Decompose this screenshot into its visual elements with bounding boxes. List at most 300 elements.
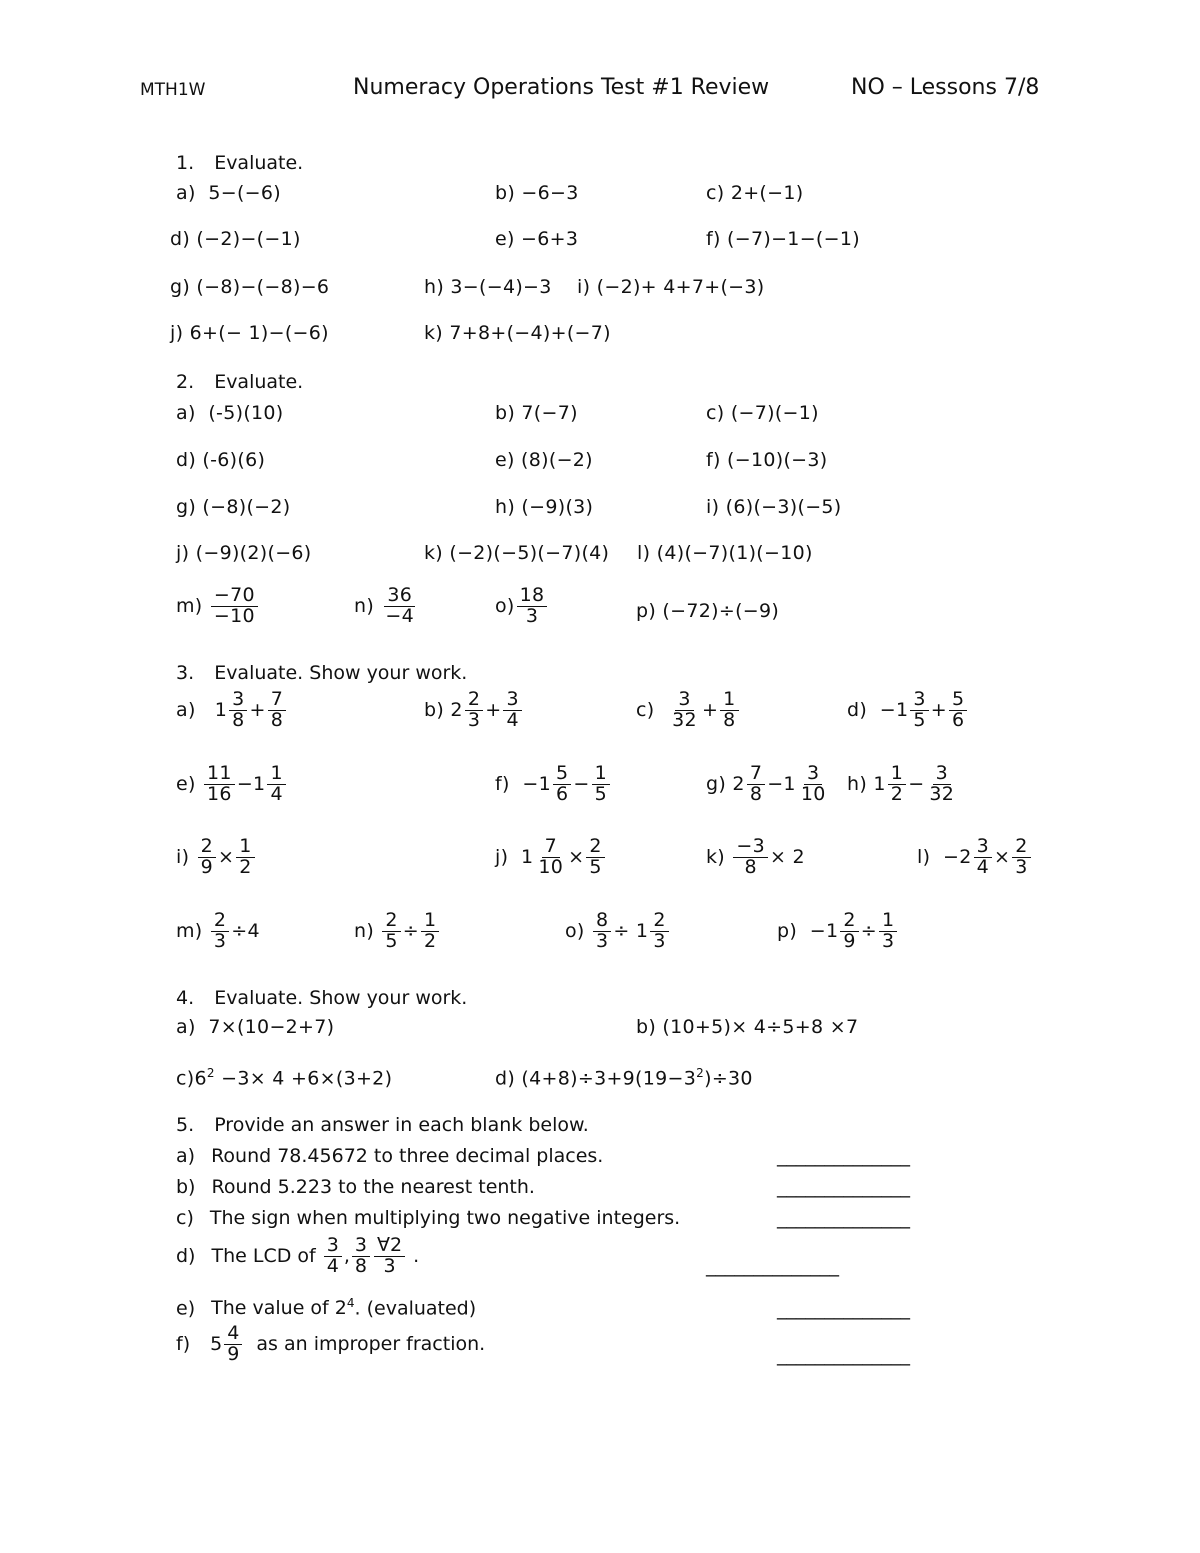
numerator: 2 bbox=[382, 911, 400, 932]
item-label: k) bbox=[706, 845, 726, 868]
fraction bbox=[421, 911, 439, 952]
item-expression: 7×(10−2+7) bbox=[208, 1016, 335, 1038]
item-label: g) bbox=[176, 496, 197, 518]
fraction bbox=[592, 764, 610, 805]
numerator: 3 bbox=[675, 690, 693, 711]
denominator: 5 bbox=[594, 782, 608, 805]
q3-number: 3. bbox=[176, 662, 195, 684]
item-label: m) bbox=[176, 919, 203, 942]
numerator: 1 bbox=[236, 837, 254, 858]
numerator: 36 bbox=[384, 586, 415, 607]
denominator: 4 bbox=[270, 782, 283, 805]
operator: ÷4 bbox=[231, 919, 260, 942]
item-label: n) bbox=[354, 594, 375, 617]
q5-item-d bbox=[176, 1236, 419, 1277]
q4-instruction: Evaluate. Show your work. bbox=[214, 987, 468, 1009]
q1-item-j bbox=[170, 322, 329, 344]
numerator: 1 bbox=[592, 764, 610, 785]
item-expression-end: )÷30 bbox=[704, 1067, 753, 1090]
fraction bbox=[888, 764, 906, 805]
item-expression: (−8)(−2) bbox=[202, 496, 291, 518]
item-expression: (8)(−2) bbox=[521, 449, 593, 471]
operator: − bbox=[908, 772, 925, 795]
denominator: 10 bbox=[538, 855, 564, 878]
q5-heading bbox=[176, 1114, 589, 1136]
operator: ÷ 1 bbox=[613, 919, 649, 942]
fraction bbox=[553, 764, 571, 805]
item-label: j) bbox=[495, 845, 509, 868]
answer-blank-e[interactable]: ______________ bbox=[777, 1298, 910, 1320]
q2-item-p bbox=[636, 600, 779, 622]
answer-blank-f[interactable]: ______________ bbox=[777, 1344, 910, 1366]
denominator: 3 bbox=[467, 708, 481, 731]
q3-item-m bbox=[176, 911, 260, 952]
fraction bbox=[669, 690, 700, 731]
operator: × bbox=[993, 845, 1011, 868]
operator: + bbox=[249, 698, 266, 721]
q3-item-d bbox=[847, 690, 969, 731]
item-label: c) bbox=[176, 1207, 194, 1229]
item-label: n) bbox=[354, 919, 375, 942]
item-expression: (-5)(10) bbox=[208, 402, 284, 424]
item-label: d) bbox=[495, 1067, 516, 1090]
q2-item-e bbox=[495, 449, 593, 471]
denominator: 2 bbox=[424, 929, 437, 952]
item-expression: 7+8+(−4)+(−7) bbox=[449, 322, 611, 344]
item-label: b) bbox=[176, 1176, 196, 1198]
fraction bbox=[535, 837, 566, 878]
item-label: f) bbox=[706, 449, 721, 471]
numerator: 1 bbox=[888, 764, 906, 785]
item-label: a) bbox=[176, 182, 196, 204]
q2-item-d bbox=[176, 449, 265, 471]
denominator: 4 bbox=[326, 1254, 339, 1277]
fraction bbox=[236, 837, 254, 878]
numerator: −3 bbox=[733, 837, 768, 858]
item-label: d) bbox=[176, 1244, 196, 1267]
q1-item-e bbox=[495, 228, 578, 250]
answer-blank-c[interactable]: ______________ bbox=[777, 1207, 910, 1229]
numerator: 3 bbox=[974, 837, 992, 858]
q2-item-g bbox=[176, 496, 291, 518]
denominator: 2 bbox=[890, 782, 904, 805]
fraction bbox=[324, 1236, 342, 1277]
fraction bbox=[352, 1236, 370, 1277]
exponent: 4 bbox=[346, 1296, 355, 1310]
denominator: 32 bbox=[929, 782, 955, 805]
item-text: The LCD of bbox=[211, 1244, 316, 1267]
operator: + bbox=[485, 698, 502, 721]
fraction bbox=[503, 690, 521, 731]
denominator: 8 bbox=[354, 1254, 367, 1277]
item-label: e) bbox=[495, 228, 515, 250]
fraction bbox=[733, 837, 768, 878]
denominator: 8 bbox=[232, 708, 245, 731]
operator: −1 bbox=[767, 772, 796, 795]
item-label: i) bbox=[176, 845, 190, 868]
fraction bbox=[267, 764, 285, 805]
item-label: k) bbox=[424, 322, 444, 344]
item-label: e) bbox=[176, 1297, 196, 1320]
fraction bbox=[840, 911, 858, 952]
q2-item-m bbox=[176, 586, 260, 627]
item-label: h) bbox=[847, 772, 868, 795]
numerator: 11 bbox=[204, 764, 235, 785]
item-text: Round 78.45672 to three decimal places. bbox=[211, 1145, 604, 1167]
item-label: k) bbox=[424, 542, 444, 564]
item-expression: (−2)−(−1) bbox=[196, 228, 301, 250]
item-label: c) bbox=[706, 402, 725, 424]
item-label: a) bbox=[176, 698, 196, 721]
denominator: 9 bbox=[843, 929, 856, 952]
item-expression: −6+3 bbox=[521, 228, 579, 250]
denominator: 3 bbox=[213, 929, 227, 952]
item-label: b) bbox=[495, 182, 516, 204]
item-label: d) bbox=[170, 228, 191, 250]
operator: + bbox=[701, 698, 719, 721]
fraction bbox=[974, 837, 992, 878]
numerator: 1 bbox=[720, 690, 738, 711]
item-label: b) bbox=[424, 698, 445, 721]
numerator: 3 bbox=[352, 1236, 370, 1257]
q1-item-h bbox=[424, 276, 552, 298]
item-expression: (10+5)× 4÷5+8 ×7 bbox=[662, 1016, 859, 1038]
denominator: 16 bbox=[207, 782, 232, 805]
numerator: 1 bbox=[879, 911, 897, 932]
q2-item-c bbox=[706, 402, 819, 424]
fraction bbox=[720, 690, 738, 731]
q2-item-l bbox=[637, 542, 813, 564]
q2-number: 2. bbox=[176, 371, 195, 393]
item-text-end: . (evaluated) bbox=[354, 1297, 477, 1320]
item-expression: 3−(−4)−3 bbox=[450, 276, 552, 298]
numerator: −70 bbox=[211, 586, 258, 607]
denominator: 3 bbox=[525, 604, 539, 627]
fraction bbox=[211, 911, 229, 952]
item-label: c) bbox=[176, 1067, 195, 1090]
item-text: The value of 2 bbox=[211, 1297, 347, 1320]
fraction bbox=[747, 764, 765, 805]
item-label: i) bbox=[706, 496, 720, 518]
q2-item-k bbox=[424, 542, 609, 564]
denominator: 4 bbox=[506, 708, 519, 731]
denominator: −10 bbox=[213, 604, 255, 627]
denominator: 8 bbox=[749, 782, 763, 805]
item-label: o) bbox=[495, 594, 515, 617]
numerator: 2 bbox=[840, 911, 858, 932]
exponent: 2 bbox=[696, 1066, 705, 1080]
numerator: 3 bbox=[804, 764, 822, 785]
item-label: j) bbox=[176, 542, 190, 564]
item-expression: (−2)+ 4+7+(−3) bbox=[596, 276, 765, 298]
operator: − bbox=[573, 772, 590, 795]
q1-number: 1. bbox=[176, 152, 195, 174]
item-expression: −6−3 bbox=[521, 182, 579, 204]
whole-number: −1 bbox=[879, 698, 909, 721]
item-label: f) bbox=[176, 1332, 191, 1355]
operator: ÷ bbox=[860, 919, 877, 942]
fraction bbox=[382, 586, 417, 627]
q5-item-f bbox=[176, 1324, 485, 1365]
denominator: 5 bbox=[589, 855, 602, 878]
item-label: g) bbox=[170, 276, 191, 298]
q3-item-h bbox=[847, 764, 959, 805]
fraction bbox=[229, 690, 247, 731]
item-base: 6 bbox=[194, 1067, 207, 1090]
denominator: 9 bbox=[200, 855, 214, 878]
q3-item-n bbox=[354, 911, 441, 952]
exponent: 2 bbox=[206, 1066, 215, 1080]
q3-item-e bbox=[176, 764, 288, 805]
item-expression: (−9)(2)(−6) bbox=[195, 542, 312, 564]
q3-item-l bbox=[917, 837, 1033, 878]
fraction bbox=[517, 586, 548, 627]
numerator: 2 bbox=[198, 837, 216, 858]
denominator: 10 bbox=[800, 782, 826, 805]
q1-item-c bbox=[706, 182, 803, 204]
item-label: c) bbox=[706, 182, 725, 204]
answer-blank-d[interactable]: ______________ bbox=[706, 1255, 839, 1277]
whole-number: 1 bbox=[214, 698, 228, 721]
item-label: e) bbox=[495, 449, 515, 471]
operator: × bbox=[568, 845, 585, 868]
item-expression: (−10)(−3) bbox=[727, 449, 828, 471]
whole-number: 2 bbox=[732, 772, 745, 795]
fraction bbox=[382, 911, 400, 952]
operator: × bbox=[218, 845, 235, 868]
item-expression: (−8)−(−8)−6 bbox=[196, 276, 330, 298]
whole-number: −1 bbox=[809, 919, 839, 942]
numerator: 2 bbox=[465, 690, 483, 711]
fraction bbox=[949, 690, 967, 731]
denominator: 6 bbox=[556, 782, 569, 805]
q1-heading bbox=[176, 152, 303, 174]
fraction bbox=[374, 1236, 405, 1277]
denominator: 2 bbox=[239, 855, 252, 878]
fraction bbox=[211, 586, 258, 627]
item-label: f) bbox=[706, 228, 721, 250]
fraction bbox=[593, 911, 611, 952]
q3-item-a bbox=[176, 690, 288, 731]
fraction bbox=[926, 764, 957, 805]
course-code: MTH1W bbox=[140, 80, 206, 100]
q3-item-k bbox=[706, 837, 805, 878]
item-expression: (−7)(−1) bbox=[730, 402, 819, 424]
q4-number: 4. bbox=[176, 987, 195, 1009]
item-label: a) bbox=[176, 1016, 196, 1038]
q5-item-e bbox=[176, 1296, 476, 1319]
denominator: 5 bbox=[913, 708, 926, 731]
numerator: 3 bbox=[324, 1236, 342, 1257]
q1-item-k bbox=[424, 322, 611, 344]
q4-item-a bbox=[176, 1016, 334, 1038]
item-expression: (6)(−3)(−5) bbox=[725, 496, 842, 518]
item-expression: (−7)−1−(−1) bbox=[727, 228, 860, 250]
item-expression: −3× 4 +6×(3+2) bbox=[214, 1067, 393, 1090]
fraction bbox=[650, 911, 668, 952]
numerator: 7 bbox=[542, 837, 560, 858]
operator: −1 bbox=[236, 772, 266, 795]
q3-item-p bbox=[777, 911, 899, 952]
q1-item-b bbox=[495, 182, 579, 204]
item-expression: 7(−7) bbox=[521, 402, 578, 424]
q2-heading bbox=[176, 371, 303, 393]
numerator: 8 bbox=[593, 911, 611, 932]
item-label: h) bbox=[424, 276, 445, 298]
item-label: c) bbox=[636, 698, 655, 721]
denominator: 8 bbox=[744, 855, 757, 878]
item-label: h) bbox=[495, 496, 516, 518]
fraction bbox=[198, 837, 216, 878]
page-title: Numeracy Operations Test #1 Review bbox=[353, 75, 770, 100]
denominator: 3 bbox=[595, 929, 609, 952]
q2-item-h bbox=[495, 496, 593, 518]
q2-item-j bbox=[176, 542, 312, 564]
q2-item-a bbox=[176, 402, 284, 424]
fraction bbox=[798, 764, 829, 805]
q4-heading bbox=[176, 987, 467, 1009]
operator: × 2 bbox=[769, 845, 805, 868]
item-label: f) bbox=[495, 772, 510, 795]
fraction bbox=[879, 911, 897, 952]
q3-item-i bbox=[176, 837, 257, 878]
item-label: j) bbox=[170, 322, 184, 344]
q3-item-b bbox=[424, 690, 524, 731]
fraction bbox=[1012, 837, 1030, 878]
q5-item-b bbox=[176, 1176, 535, 1198]
answer-blank-b[interactable]: ______________ bbox=[777, 1176, 910, 1198]
whole-number: 5 bbox=[210, 1332, 223, 1355]
q5-instruction: Provide an answer in each blank below. bbox=[214, 1114, 589, 1136]
item-label: o) bbox=[565, 919, 585, 942]
item-expression: 2+(−1) bbox=[730, 182, 804, 204]
item-label: i) bbox=[577, 276, 591, 298]
q1-item-f bbox=[706, 228, 860, 250]
item-label: m) bbox=[176, 594, 203, 617]
numerator: 7 bbox=[747, 764, 765, 785]
numerator: 4 bbox=[224, 1324, 242, 1345]
item-label: p) bbox=[636, 600, 657, 622]
denominator: 9 bbox=[227, 1342, 240, 1365]
denominator: 8 bbox=[723, 708, 736, 731]
numerator: 7 bbox=[268, 690, 286, 711]
q3-item-g bbox=[706, 764, 831, 805]
numerator: 5 bbox=[553, 764, 571, 785]
item-label: l) bbox=[917, 845, 931, 868]
q2-item-n bbox=[354, 586, 419, 627]
numerator: 2 bbox=[650, 911, 668, 932]
q2-item-f bbox=[706, 449, 828, 471]
numerator: 5 bbox=[949, 690, 967, 711]
whole-number: −1 bbox=[522, 772, 551, 795]
item-expression: (4+8)÷3+9(19−3 bbox=[521, 1067, 697, 1090]
fraction bbox=[910, 690, 928, 731]
q3-item-c bbox=[636, 690, 741, 731]
item-label: d) bbox=[176, 449, 197, 471]
fraction bbox=[204, 764, 235, 805]
q2-item-i bbox=[706, 496, 842, 518]
denominator: 3 bbox=[1015, 855, 1028, 878]
numerator: 2 bbox=[1012, 837, 1030, 858]
denominator: 6 bbox=[952, 708, 965, 731]
answer-blank-a[interactable]: ______________ bbox=[777, 1145, 910, 1167]
item-expression: (-6)(6) bbox=[202, 449, 266, 471]
item-label: p) bbox=[777, 919, 798, 942]
numerator: 3 bbox=[933, 764, 951, 785]
operator: + bbox=[930, 698, 947, 721]
whole-number: 1 bbox=[873, 772, 886, 795]
denominator: 3 bbox=[882, 929, 895, 952]
q5-number: 5. bbox=[176, 1114, 195, 1136]
q3-item-o bbox=[565, 911, 671, 952]
fraction bbox=[465, 690, 483, 731]
denominator: −4 bbox=[385, 604, 415, 627]
item-expression: (−9)(3) bbox=[521, 496, 594, 518]
denominator: 3 bbox=[383, 1254, 396, 1277]
denominator: 32 bbox=[672, 708, 697, 731]
denominator: 5 bbox=[385, 929, 398, 952]
item-text: Round 5.223 to the nearest tenth. bbox=[211, 1176, 535, 1198]
q1-item-a bbox=[176, 182, 281, 204]
denominator: 8 bbox=[270, 708, 284, 731]
whole-number: 2 bbox=[450, 698, 463, 721]
q3-instruction: Evaluate. Show your work. bbox=[214, 662, 468, 684]
numerator: 3 bbox=[229, 690, 247, 711]
fraction bbox=[268, 690, 286, 731]
q5-item-c bbox=[176, 1207, 680, 1229]
item-text: The sign when multiplying two negative integers. bbox=[209, 1207, 681, 1229]
operator: ÷ bbox=[402, 919, 420, 942]
fraction bbox=[586, 837, 604, 878]
q1-item-g bbox=[170, 276, 329, 298]
q5-item-a bbox=[176, 1145, 603, 1167]
item-text: as an improper fraction. bbox=[256, 1332, 486, 1355]
item-label: a) bbox=[176, 402, 196, 424]
numerator: 3 bbox=[503, 690, 521, 711]
q3-heading bbox=[176, 662, 467, 684]
fraction bbox=[224, 1324, 242, 1365]
numerator: 1 bbox=[267, 764, 285, 785]
item-label: a) bbox=[176, 1145, 196, 1167]
q1-item-d bbox=[170, 228, 301, 250]
denominator: 4 bbox=[976, 855, 989, 878]
item-label: l) bbox=[637, 542, 651, 564]
item-label: g) bbox=[706, 772, 727, 795]
numerator: 2 bbox=[586, 837, 604, 858]
denominator: 3 bbox=[653, 929, 666, 952]
lessons-label: NO – Lessons 7/8 bbox=[851, 75, 1040, 100]
item-label: e) bbox=[176, 772, 196, 795]
numerator: 2 bbox=[211, 911, 229, 932]
numerator: ∀2 bbox=[374, 1236, 405, 1257]
item-label: d) bbox=[847, 698, 868, 721]
item-expression: (−2)(−5)(−7)(4) bbox=[449, 542, 610, 564]
item-expression: (−72)÷(−9) bbox=[662, 600, 780, 622]
numerator: 3 bbox=[910, 690, 928, 711]
period: . bbox=[413, 1244, 420, 1267]
item-label: b) bbox=[636, 1016, 657, 1038]
q4-item-d bbox=[495, 1066, 753, 1089]
q3-item-f bbox=[495, 764, 612, 805]
q1-item-i bbox=[577, 276, 764, 298]
q3-item-j bbox=[495, 837, 607, 878]
whole-number: −2 bbox=[942, 845, 972, 868]
whole-number: 1 bbox=[520, 845, 534, 868]
item-label: b) bbox=[495, 402, 516, 424]
numerator: 1 bbox=[421, 911, 439, 932]
q2-item-b bbox=[495, 402, 578, 424]
q2-instruction: Evaluate. bbox=[214, 371, 304, 393]
